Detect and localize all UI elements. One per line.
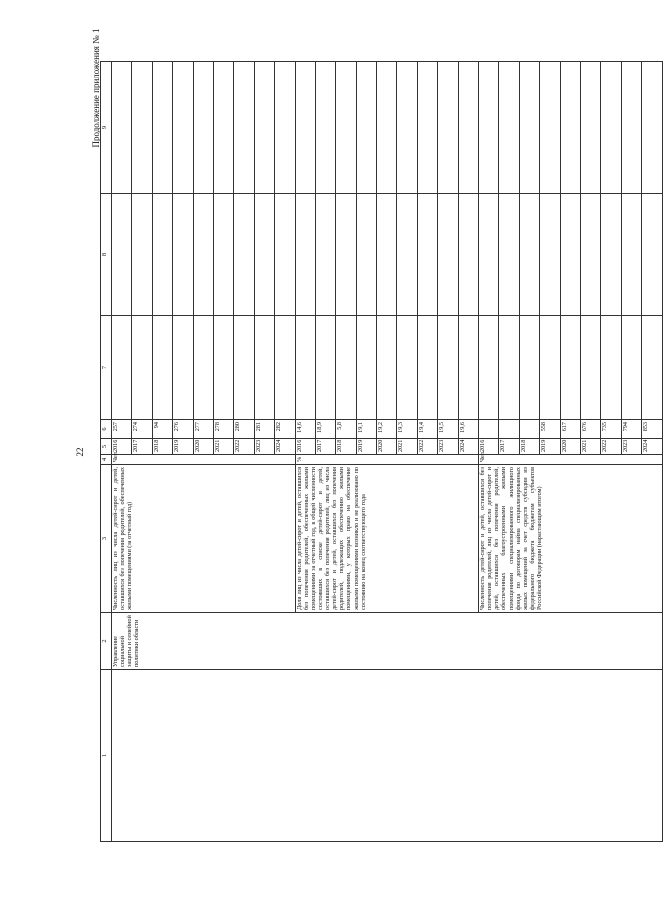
col1-empty [112, 670, 663, 842]
empty-cell-7 [173, 316, 193, 420]
empty-cell-7 [112, 316, 132, 420]
empty-cell-9 [397, 62, 417, 194]
empty-cell-8 [336, 194, 356, 316]
empty-cell-9 [377, 62, 397, 194]
empty-cell-8 [580, 194, 600, 316]
empty-cell-9 [580, 62, 600, 194]
empty-cell-7 [152, 316, 172, 420]
empty-cell-8 [560, 194, 580, 316]
value-cell: 277 [193, 420, 213, 439]
year-cell: 2021 [213, 439, 233, 455]
year-cell: 2022 [417, 439, 437, 455]
empty-cell-8 [132, 194, 152, 316]
empty-cell-8 [479, 194, 499, 316]
empty-cell-8 [621, 194, 641, 316]
value-cell: 278 [213, 420, 233, 439]
column-number-8: 8 [101, 194, 112, 316]
year-cell: 2017 [499, 439, 519, 455]
empty-cell-7 [519, 316, 539, 420]
year-cell: 2018 [519, 439, 539, 455]
empty-cell-8 [173, 194, 193, 316]
value-cell: 274 [132, 420, 152, 439]
indicator-name: Численность детей-сирот и детей, оставшихся без попечения родителей, лиц из числа детей-сирот и детей, оставшихся без попечения родителей, обеспеченных благоустроенными жилыми помещениями специализированного жилищного фонда по договорам найма специализированных жилых помещений за счет средств субсидии из федерального бюджета бюджетам субъектов Российской Федерации (нарастающим итогом) [479, 465, 663, 613]
column-number-3: 3 [101, 465, 112, 613]
year-cell: 2021 [580, 439, 600, 455]
empty-cell-9 [438, 62, 458, 194]
year-cell: 2022 [234, 439, 254, 455]
empty-cell-9 [295, 62, 315, 194]
empty-cell-9 [356, 62, 376, 194]
year-cell: 2019 [356, 439, 376, 455]
column-number-row [101, 62, 112, 842]
indicator-name: Численность лиц из числа детей-сирот и детей, оставшихся без попечения родителей, обеспеченных жилыми помещениями (за отчетный год) [112, 465, 296, 613]
value-cell: 281 [254, 420, 274, 439]
value-cell: 282 [275, 420, 295, 439]
value-cell [499, 420, 519, 439]
year-cell: 2022 [601, 439, 621, 455]
indicator-unit: % [295, 455, 479, 465]
empty-cell-7 [377, 316, 397, 420]
value-cell: 94 [152, 420, 172, 439]
column-number-6: 6 [101, 420, 112, 439]
empty-cell-7 [254, 316, 274, 420]
empty-cell-7 [356, 316, 376, 420]
empty-cell-9 [417, 62, 437, 194]
value-cell: 794 [621, 420, 641, 439]
value-cell: 19,5 [438, 420, 458, 439]
empty-cell-9 [254, 62, 274, 194]
table-row [112, 62, 132, 842]
empty-cell-7 [560, 316, 580, 420]
empty-cell-8 [152, 194, 172, 316]
value-cell: 676 [580, 420, 600, 439]
empty-cell-9 [275, 62, 295, 194]
value-cell: 18,9 [315, 420, 335, 439]
year-cell: 2019 [540, 439, 560, 455]
year-cell: 2021 [397, 439, 417, 455]
year-cell: 2016 [479, 439, 499, 455]
empty-cell-9 [621, 62, 641, 194]
empty-cell-8 [193, 194, 213, 316]
column-number-9: 9 [101, 62, 112, 194]
value-cell: 617 [560, 420, 580, 439]
empty-cell-8 [213, 194, 233, 316]
year-cell: 2024 [642, 439, 662, 455]
value-cell: 19,3 [397, 420, 417, 439]
value-cell: 5,8 [336, 420, 356, 439]
empty-cell-8 [458, 194, 478, 316]
page-number: 22 [75, 447, 85, 457]
empty-cell-8 [315, 194, 335, 316]
year-cell: 2024 [275, 439, 295, 455]
agency-name: Управление социальной защиты и семейной политики области [112, 613, 663, 670]
value-cell: 19,6 [458, 420, 478, 439]
empty-cell-7 [642, 316, 662, 420]
indicator-table [100, 61, 663, 842]
indicator-unit: Чел. [479, 455, 663, 465]
empty-cell-9 [315, 62, 335, 194]
empty-cell-8 [417, 194, 437, 316]
indicator-unit: Чел. [112, 455, 296, 465]
year-cell: 2017 [315, 439, 335, 455]
value-cell: 558 [540, 420, 560, 439]
year-cell: 2020 [193, 439, 213, 455]
empty-cell-9 [560, 62, 580, 194]
year-cell: 2017 [132, 439, 152, 455]
year-cell: 2019 [173, 439, 193, 455]
empty-cell-7 [580, 316, 600, 420]
empty-cell-7 [193, 316, 213, 420]
empty-cell-7 [132, 316, 152, 420]
value-cell: 14,6 [295, 420, 315, 439]
column-number-2: 2 [101, 613, 112, 670]
empty-cell-8 [254, 194, 274, 316]
empty-cell-8 [540, 194, 560, 316]
year-cell: 2016 [112, 439, 132, 455]
empty-cell-8 [438, 194, 458, 316]
empty-cell-7 [540, 316, 560, 420]
empty-cell-9 [499, 62, 519, 194]
empty-cell-8 [295, 194, 315, 316]
rotated-table-container [100, 62, 650, 842]
year-cell: 2020 [377, 439, 397, 455]
indicator-name: Доля лиц из числа детей-сирот и детей, оставшихся без попечения родителей, обеспеченных жилыми помещениями за отчетный год, в общей численности состоявших в списке детей-сирот и детей, оставшихся без попечения родителей, лиц из числа детей-сирот и детей, оставшихся без попечения родителей, подлежащих обеспечению жилыми помещениями, у которых право на обеспечение жилыми помещениями возникло и не реализовано по состоянию на конец соответствующего года [295, 465, 479, 613]
empty-cell-7 [275, 316, 295, 420]
continuation-label: Продолжение приложения № 1 [91, 28, 101, 148]
empty-cell-7 [438, 316, 458, 420]
year-cell: 2024 [458, 439, 478, 455]
column-number-1: 1 [101, 670, 112, 842]
empty-cell-8 [275, 194, 295, 316]
empty-cell-8 [234, 194, 254, 316]
empty-cell-7 [397, 316, 417, 420]
empty-cell-9 [132, 62, 152, 194]
empty-cell-8 [356, 194, 376, 316]
year-cell: 2023 [621, 439, 641, 455]
empty-cell-7 [336, 316, 356, 420]
empty-cell-7 [295, 316, 315, 420]
empty-cell-8 [601, 194, 621, 316]
empty-cell-7 [315, 316, 335, 420]
year-cell: 2020 [560, 439, 580, 455]
value-cell: 276 [173, 420, 193, 439]
column-number-5: 5 [101, 439, 112, 455]
empty-cell-8 [519, 194, 539, 316]
year-cell: 2018 [152, 439, 172, 455]
empty-cell-9 [519, 62, 539, 194]
empty-cell-9 [112, 62, 132, 194]
empty-cell-8 [377, 194, 397, 316]
year-cell: 2023 [254, 439, 274, 455]
year-cell: 2018 [336, 439, 356, 455]
empty-cell-7 [213, 316, 233, 420]
empty-cell-7 [417, 316, 437, 420]
value-cell: 853 [642, 420, 662, 439]
empty-cell-7 [499, 316, 519, 420]
empty-cell-9 [642, 62, 662, 194]
value-cell [519, 420, 539, 439]
empty-cell-7 [621, 316, 641, 420]
empty-cell-7 [601, 316, 621, 420]
empty-cell-9 [152, 62, 172, 194]
empty-cell-9 [601, 62, 621, 194]
empty-cell-8 [499, 194, 519, 316]
year-cell: 2023 [438, 439, 458, 455]
year-cell: 2016 [295, 439, 315, 455]
value-cell: 280 [234, 420, 254, 439]
value-cell [479, 420, 499, 439]
value-cell: 19,2 [377, 420, 397, 439]
empty-cell-9 [336, 62, 356, 194]
empty-cell-7 [479, 316, 499, 420]
value-cell: 19,1 [356, 420, 376, 439]
column-number-4: 4 [101, 455, 112, 465]
empty-cell-7 [458, 316, 478, 420]
empty-cell-7 [234, 316, 254, 420]
column-number-7: 7 [101, 316, 112, 420]
empty-cell-9 [234, 62, 254, 194]
empty-cell-9 [173, 62, 193, 194]
value-cell: 735 [601, 420, 621, 439]
empty-cell-9 [193, 62, 213, 194]
empty-cell-9 [458, 62, 478, 194]
empty-cell-9 [479, 62, 499, 194]
empty-cell-9 [540, 62, 560, 194]
empty-cell-8 [642, 194, 662, 316]
empty-cell-8 [112, 194, 132, 316]
value-cell: 19,4 [417, 420, 437, 439]
empty-cell-8 [397, 194, 417, 316]
empty-cell-9 [213, 62, 233, 194]
value-cell: 257 [112, 420, 132, 439]
